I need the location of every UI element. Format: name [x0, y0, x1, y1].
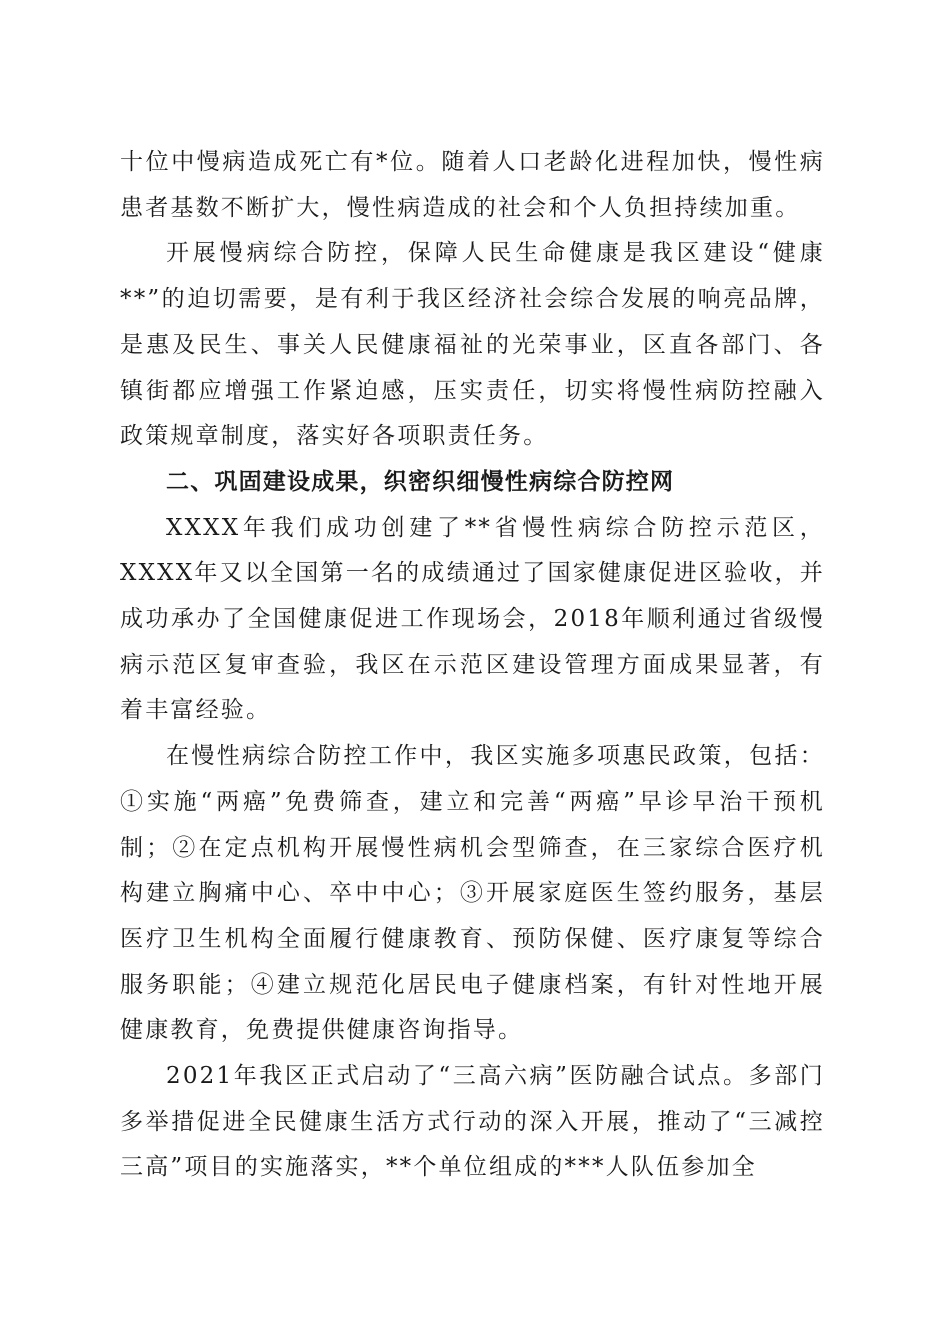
- paragraph-continuation: 十位中慢病造成死亡有*位。随着人口老龄化进程加快，慢性病患者基数不断扩大，慢性病造成的社会和个人负担持续加重。: [120, 149, 825, 221]
- document-body: [120, 140, 825, 1191]
- paragraph-chronic-disease-importance: 开展慢病综合防控，保障人民生命健康是我区建设“健康**”的迫切需要，是有利于我区经济社会综合发展的响亮品牌，是惠及民生、事关人民健康福祉的光荣事业，区直各部门、各镇街都应增强工作紧迫感，压实责任，切实将慢性病防控融入政策规章制度，落实好各项职责任务。: [120, 240, 825, 450]
- paragraph-policies: 在慢性病综合防控工作中，我区实施多项惠民政策，包括：①实施“两癌”免费筛查，建立和完善“两癌”早诊早治干预机制；②在定点机构开展慢性病机会型筛查，在三家综合医疗机构建立胸痛中心、卒中中心；③开展家庭医生签约服务，基层医疗卫生机构全面履行健康教育、预防保健、医疗康复等综合服务职能；④建立规范化居民电子健康档案，有针对性地开展健康教育，免费提供健康咨询指导。: [120, 743, 825, 1044]
- paragraph-achievements: XXXX年我们成功创建了**省慢性病综合防控示范区，XXXX年又以全国第一名的成绩通过了国家健康促进区验收，并成功承办了全国健康促进工作现场会，2018年顺利通过省级慢病示范区复审查验，我区在示范区建设管理方面成果显著，有着丰富经验。: [120, 514, 825, 724]
- paragraph-pilot-program: 2021年我区正式启动了“三高六病”医防融合试点。多部门多举措促进全民健康生活方式行动的深入开展，推动了“三减控三高”项目的实施落实，**个单位组成的***人队伍参加全: [120, 1063, 825, 1181]
- section-heading: 二、巩固建设成果，织密织细慢性病综合防控网: [166, 468, 675, 495]
